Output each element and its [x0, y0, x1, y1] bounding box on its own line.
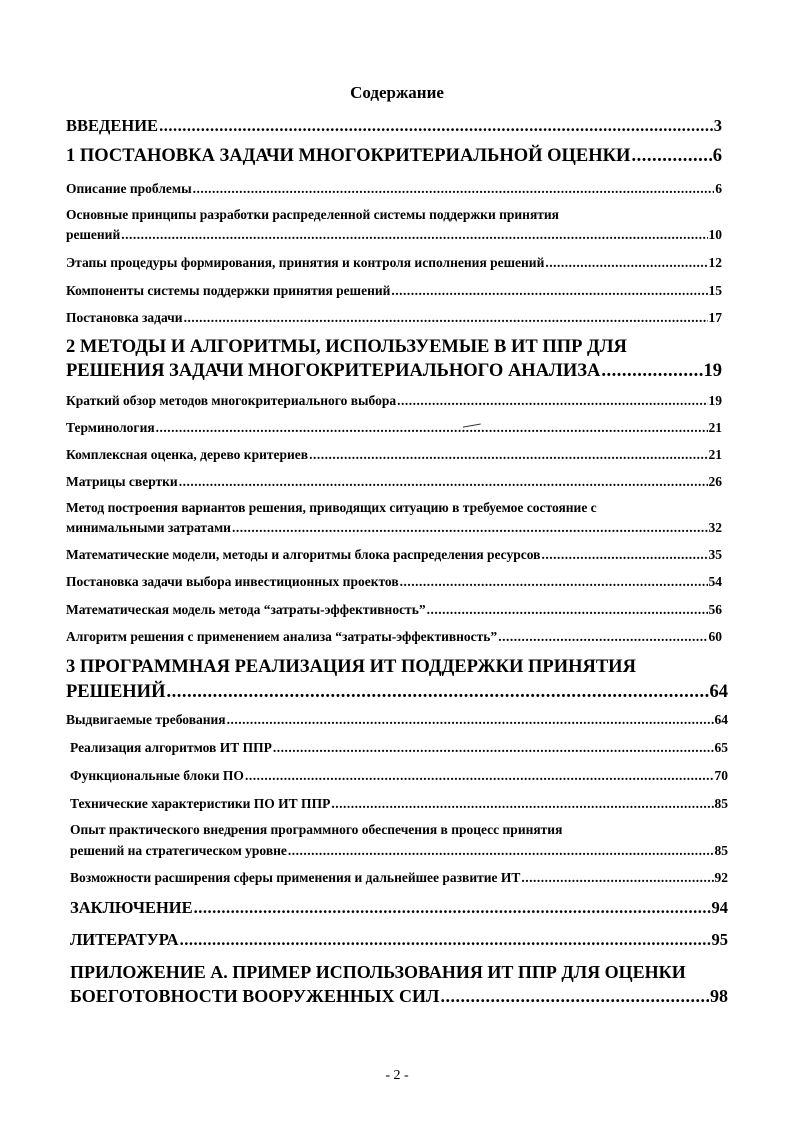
leader-dots [156, 420, 708, 436]
leader-dots [309, 447, 707, 463]
leader-dots [427, 602, 708, 618]
leader-dots [273, 740, 714, 756]
toc-entry[interactable] [66, 474, 722, 490]
toc-page-number: 60 [708, 629, 722, 644]
toc-entry[interactable] [70, 898, 728, 918]
toc-entry-title-line1: Метод построения вариантов решения, приводящих ситуацию в требуемое состояние с [66, 500, 597, 515]
toc-page-number: 6 [715, 181, 722, 196]
toc-entry-title: 1 ПОСТАНОВКА ЗАДАЧИ МНОГОКРИТЕРИАЛЬНОЙ ОЦЕНКИ [66, 146, 631, 166]
leader-dots [601, 361, 702, 382]
toc-entry[interactable] [66, 629, 722, 645]
toc-entry-title: решений на стратегическом уровне [70, 843, 287, 858]
toc-entry[interactable] [66, 447, 722, 463]
toc-entry[interactable] [70, 930, 728, 950]
toc-entry[interactable] [66, 520, 722, 536]
toc-entry[interactable] [70, 986, 728, 1007]
toc-entry[interactable] [70, 768, 728, 784]
toc-page-number: 64 [709, 682, 728, 702]
leader-dots [331, 796, 713, 812]
toc-page-number: 54 [708, 574, 722, 589]
toc-page-number: 21 [708, 420, 722, 435]
toc-page-number: 10 [708, 227, 722, 242]
toc-page-number: 95 [711, 930, 728, 949]
toc-page-number: 92 [714, 870, 728, 885]
toc-entry[interactable] [66, 682, 728, 703]
toc-entry[interactable] [70, 870, 728, 886]
toc-entry[interactable] [70, 796, 728, 812]
leader-dots [232, 520, 708, 536]
toc-entry-title: Матрицы свертки [66, 474, 178, 489]
toc-page-number: 21 [708, 447, 722, 462]
toc-page-number: 6 [712, 146, 722, 166]
toc-page-number: 35 [708, 547, 722, 562]
toc-entry[interactable] [66, 602, 722, 618]
toc-entry[interactable] [66, 227, 722, 243]
toc-entry-title: БОЕГОТОВНОСТИ ВООРУЖЕННЫХ СИЛ [70, 986, 440, 1006]
leader-dots [193, 181, 715, 197]
toc-page-number: 65 [714, 740, 728, 755]
leader-dots [521, 870, 713, 886]
toc-entry[interactable] [70, 740, 728, 756]
toc-page-number: 3 [713, 116, 722, 135]
toc-page-number: 64 [714, 712, 728, 727]
leader-dots [166, 682, 708, 703]
toc-page-number: 56 [708, 602, 722, 617]
leader-dots [159, 116, 713, 136]
toc-entry[interactable] [66, 116, 722, 136]
leader-dots [541, 547, 707, 563]
leader-dots [440, 986, 709, 1007]
toc-entry[interactable] [66, 420, 722, 436]
leader-dots [391, 283, 707, 299]
toc-entry[interactable] [66, 283, 722, 299]
leader-dots [545, 255, 707, 271]
toc-entry-title: Технические характеристики ПО ИТ ППР [70, 796, 331, 811]
toc-entry-title: Математическая модель метода “затраты-эффективность” [66, 602, 426, 617]
leader-dots [631, 146, 711, 167]
toc-entry[interactable] [66, 393, 722, 409]
toc-page-number: 94 [711, 898, 728, 917]
toc-entry-title: Возможности расширения сферы применения и дальнейшее развитие ИТ [70, 870, 521, 885]
toc-entry-title-line1: Основные принципы разработки распределенной системы поддержки принятия [66, 207, 559, 222]
toc-entry-title: Постановка задачи выбора инвестиционных проектов [66, 574, 399, 589]
leader-dots [194, 898, 711, 918]
toc-page-number: 85 [714, 796, 728, 811]
toc-entry-title: Компоненты системы поддержки принятия решений [66, 283, 391, 298]
toc-entry-title: РЕШЕНИЯ ЗАДАЧИ МНОГОКРИТЕРИАЛЬНОГО АНАЛИЗА [66, 361, 601, 381]
toc-entry-title: Описание проблемы [66, 181, 192, 196]
toc-page-number: 85 [714, 843, 728, 858]
toc-entry[interactable] [66, 361, 722, 382]
toc-entry-title: Выдвигаемые требования [66, 712, 226, 727]
toc-entry-title: Математические модели, методы и алгоритмы блока распределения ресурсов [66, 547, 541, 562]
toc-entry-title-line1: 2 МЕТОДЫ И АЛГОРИТМЫ, ИСПОЛЬЗУЕМЫЕ В ИТ ППР ДЛЯ [66, 337, 627, 357]
toc-page-number: 12 [708, 255, 722, 270]
toc-entry-title-line1: 3 ПРОГРАММНАЯ РЕАЛИЗАЦИЯ ИТ ПОДДЕРЖКИ ПРИНЯТИЯ [66, 657, 636, 677]
toc-page-number: 17 [708, 310, 722, 325]
toc-entry-title: ВВЕДЕНИЕ [66, 116, 159, 135]
leader-dots [179, 474, 708, 490]
page-number-footer: - 2 - [385, 1068, 409, 1083]
toc-page-number: 70 [714, 768, 728, 783]
toc-entry-title: Постановка задачи [66, 310, 183, 325]
toc-entry-title: РЕШЕНИЙ [66, 682, 166, 702]
page-title: Содержание [350, 83, 444, 102]
toc-entry-title: решений [66, 227, 121, 242]
toc-entry[interactable] [70, 843, 728, 859]
toc-entry[interactable] [66, 547, 722, 563]
toc-entry-title: Этапы процедуры формирования, принятия и контроля исполнения решений [66, 255, 545, 270]
toc-entry[interactable] [66, 574, 722, 590]
toc-entry-title: минимальными затратами [66, 520, 231, 535]
leader-dots [227, 712, 714, 728]
toc-page-number: 19 [703, 361, 722, 381]
leader-dots [498, 629, 707, 645]
leader-dots [288, 843, 714, 859]
leader-dots [184, 310, 708, 326]
leader-dots [180, 930, 711, 950]
toc-entry[interactable] [66, 712, 728, 728]
toc-page-number: 15 [708, 283, 722, 298]
toc-page-number: 26 [708, 474, 722, 489]
toc-entry-title: Функциональные блоки ПО [70, 768, 244, 783]
toc-entry-title: ЛИТЕРАТУРА [70, 930, 179, 949]
toc-entry[interactable] [66, 310, 722, 326]
toc-entry-title: Реализация алгоритмов ИТ ППР [70, 740, 272, 755]
toc-entry[interactable] [66, 146, 722, 167]
toc-entry-title: Терминология [66, 420, 155, 435]
toc-entry[interactable] [66, 255, 722, 271]
leader-dots [121, 227, 707, 243]
toc-entry-title: ЗАКЛЮЧЕНИЕ [70, 898, 193, 917]
leader-dots [397, 393, 707, 409]
toc-entry-title: Алгоритм решения с применением анализа “затраты-эффективность” [66, 629, 498, 644]
toc-page-number: 19 [708, 393, 722, 408]
toc-entry-title: Краткий обзор методов многокритериального выбора [66, 393, 397, 408]
toc-page-number: 98 [710, 986, 728, 1006]
leader-dots [400, 574, 708, 590]
toc-page-number: 32 [708, 520, 722, 535]
leader-dots [245, 768, 714, 784]
toc-entry[interactable] [66, 181, 722, 197]
toc-entry-title-line1: ПРИЛОЖЕНИЕ А. ПРИМЕР ИСПОЛЬЗОВАНИЯ ИТ ППР ДЛЯ ОЦЕНКИ [70, 962, 686, 982]
toc-entry-title: Комплексная оценка, дерево критериев [66, 447, 309, 462]
toc-entry-title-line1: Опыт практического внедрения программного обеспечения в процесс принятия [70, 822, 563, 837]
